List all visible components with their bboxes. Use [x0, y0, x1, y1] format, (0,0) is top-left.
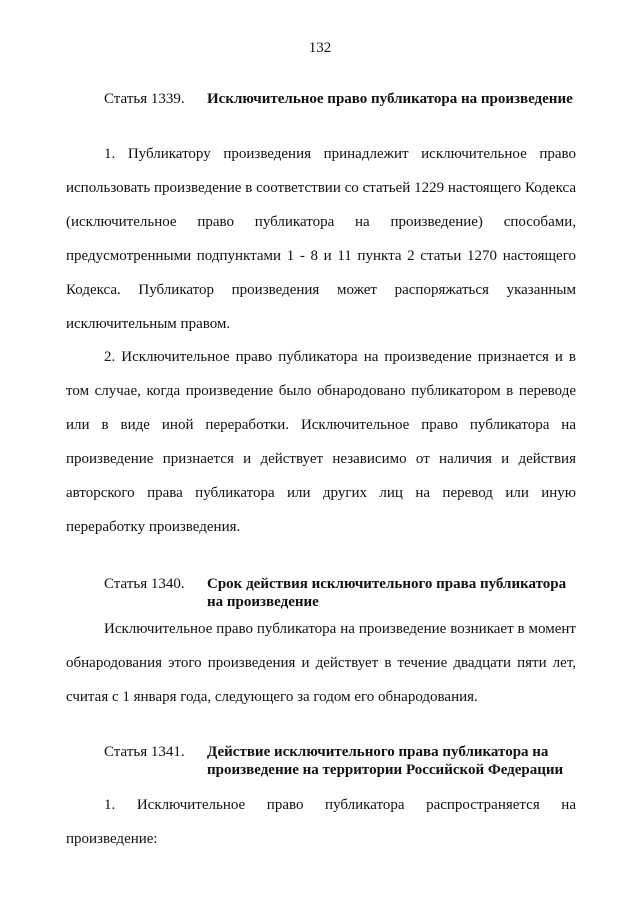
article-label: Статья 1339. — [104, 91, 185, 107]
article-1341-paragraph-1: 1. Исключительное право публикатора распространяется на произведение: — [66, 797, 576, 847]
article-label: Статья 1341. — [104, 744, 185, 760]
article-title: Действие исключительного права публикатора на произведение на территории Российской Федерации — [207, 744, 564, 778]
article-1340-heading — [104, 575, 574, 611]
article-1339-paragraph-1: 1. Публикатору произведения принадлежит исключительное право использовать произведение в соответствии со статьей 1229 настоящего Кодекса (исключительное право публикатора на произведение) способами, предусмотренными подпунктами 1 - 8 и 11 пункта 2 статьи 1270 настоящего Кодекса. Публикатор произведения может распоряжаться указанным исключительным правом. — [66, 146, 576, 332]
article-title: Срок действия исключительного права публикатора на произведение — [207, 576, 567, 610]
page-number: 132 — [308, 40, 332, 56]
article-1339-heading — [104, 90, 574, 108]
article-label: Статья 1340. — [104, 576, 185, 592]
article-1340-paragraph-1: Исключительное право публикатора на произведение возникает в момент обнародования этого произведения и действует в течение двадцати пяти лет, считая с 1 января года, следующего за годом его обнародования. — [66, 621, 576, 705]
article-title: Исключительное право публикатора на произведение — [207, 91, 573, 107]
article-1341-heading — [104, 743, 574, 779]
article-1339-paragraph-2: 2. Исключительное право публикатора на произведение признается и в том случае, когда произведение было обнародовано публикатором в переводе или в виде иной переработки. Исключительное право публикатора на произведение признается и действует независимо от наличия и действия авторского права публикатора или других лиц на перевод или иную переработку произведения. — [66, 349, 576, 535]
